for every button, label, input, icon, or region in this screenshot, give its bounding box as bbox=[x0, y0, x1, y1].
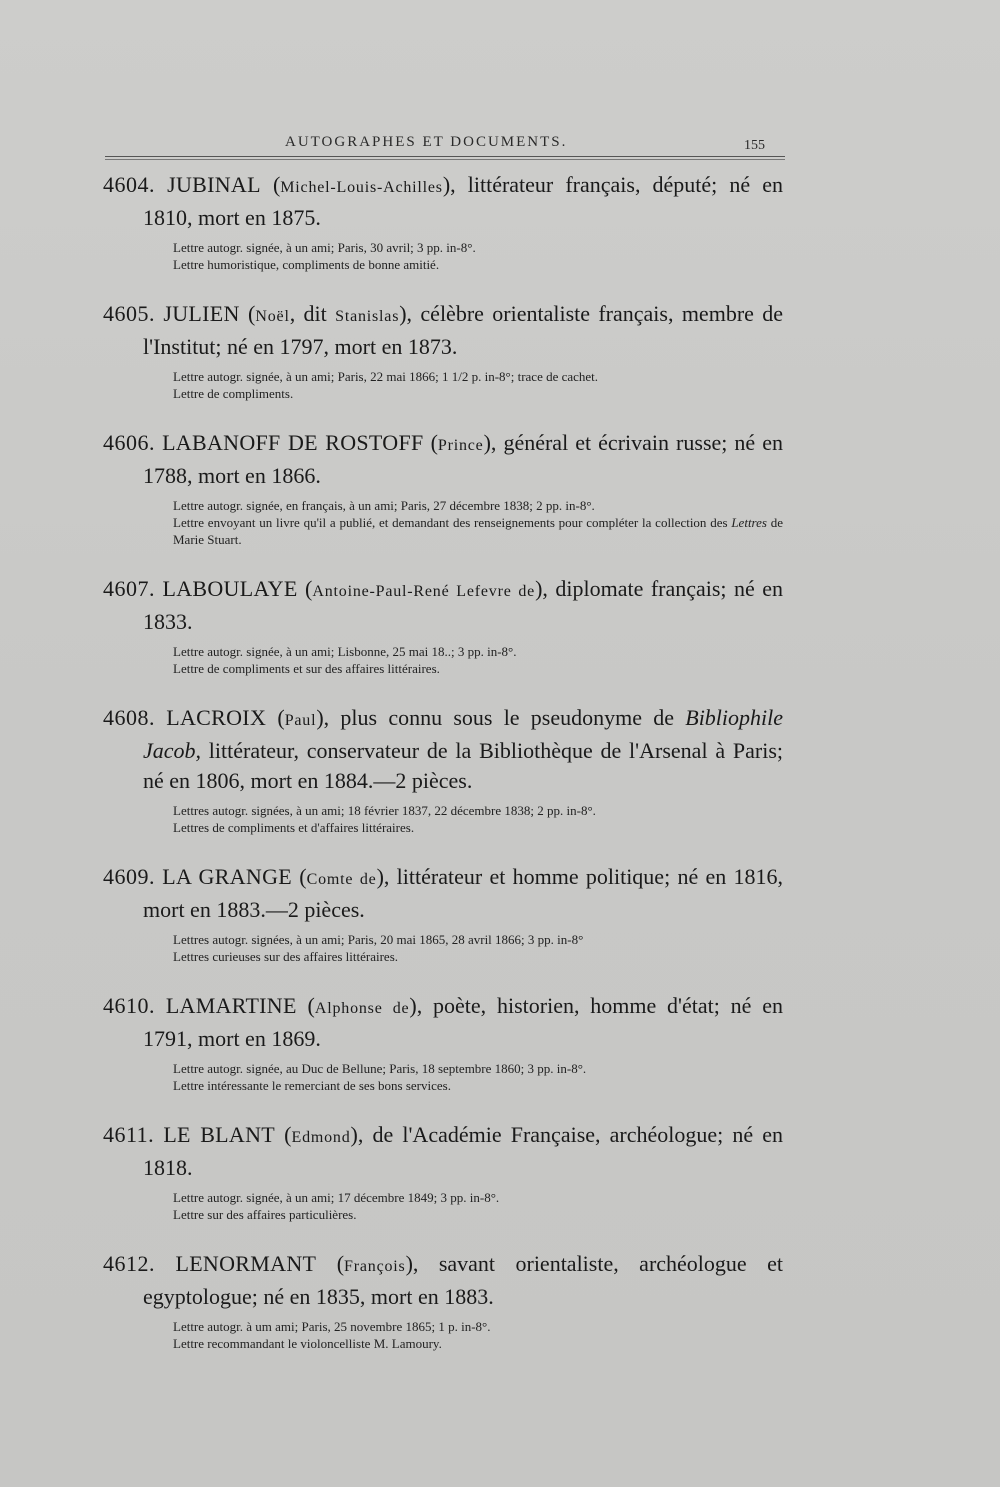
entry-note: Lettre autogr. signée, à un ami; Paris, 30 avril; 3 pp. in-8°. bbox=[173, 240, 476, 255]
page-number: 155 bbox=[744, 138, 765, 153]
entry-number: 4609. bbox=[103, 864, 155, 889]
header-rule bbox=[105, 156, 785, 157]
running-title: AUTOGRAPHES ET DOCUMENTS. bbox=[285, 134, 568, 150]
entry-number: 4611. bbox=[103, 1122, 155, 1147]
entry-note: Lettre autogr. signée, à un ami; Lisbonne, 25 mai 18..; 3 pp. in-8°. bbox=[173, 644, 517, 659]
catalogue-entry-4607 bbox=[103, 574, 783, 677]
entry-given-names: Alphonse de bbox=[314, 1000, 410, 1017]
entry-name: LE BLANT bbox=[163, 1122, 276, 1147]
entry-notes bbox=[103, 1318, 783, 1352]
entry-note: Lettres de compliments et d'affaires littéraires. bbox=[173, 820, 415, 835]
entry-given-names: Prince bbox=[437, 437, 484, 454]
entry-given-names: Edmond bbox=[291, 1129, 351, 1146]
entry-name: LA GRANGE bbox=[162, 864, 293, 889]
entry-number: 4608. bbox=[103, 705, 155, 730]
entry-description: ), littérateur français, député; né en 1810, mort en 1875. bbox=[143, 172, 784, 230]
entry-name: LABANOFF DE ROSTOFF bbox=[162, 430, 424, 455]
entry-description: ), général et écrivain russe; né en 1788, mort en 1866. bbox=[143, 430, 784, 488]
catalogue-entry-4611 bbox=[103, 1120, 783, 1223]
header-rule-thin bbox=[105, 159, 785, 160]
entry-note: Lettres autogr. signées, à un ami; Paris, 20 mai 1865, 28 avril 1866; 3 pp. in-8° bbox=[173, 932, 584, 947]
entry-given-names: Comte de bbox=[306, 871, 377, 888]
entry-number: 4610. bbox=[103, 993, 155, 1018]
running-header bbox=[105, 134, 785, 164]
entry-notes bbox=[103, 1189, 783, 1223]
entry-description: ), savant orientaliste, archéologue et egyptologue; né en 1835, mort en 1883. bbox=[143, 1251, 784, 1309]
entry-note-title: Lettres bbox=[731, 515, 767, 530]
entry-given-names: Antoine-Paul-René Lefevre de bbox=[312, 583, 536, 600]
entry-name: LACROIX bbox=[166, 705, 267, 730]
entry-given-names: Michel-Louis-Achilles bbox=[280, 179, 443, 196]
entry-note: Lettres curieuses sur des affaires littéraires. bbox=[173, 949, 398, 964]
entry-name: LABOULAYE bbox=[162, 576, 298, 601]
entry-given-names: Paul bbox=[284, 712, 317, 729]
entry-note: Lettre autogr. signée, au Duc de Bellune; Paris, 18 septembre 1860; 3 pp. in-8°. bbox=[173, 1061, 587, 1076]
entry-note: Lettre de compliments et sur des affaires littéraires. bbox=[173, 661, 440, 676]
catalogue-entry-4604 bbox=[103, 170, 783, 273]
entry-name: LENORMANT bbox=[175, 1251, 317, 1276]
entry-heading: 4608. LACROIX (Paul), plus connu sous le pseudonyme de Bibliophile Jacob, littérateur, conservateur de la Bibliothèque de l'Arsenal à Paris; né en 1806, mort en 1884.—2 pièces. bbox=[103, 705, 784, 793]
entry-name: JUBINAL bbox=[167, 172, 261, 197]
catalogue-entry-4609 bbox=[103, 862, 783, 965]
entry-description: littérateur, conservateur de la Bibliothèque de l'Arsenal à Paris; né en 1806, mort en 1884.—2 pièces. bbox=[143, 738, 783, 793]
entry-pseudonym: Bibliophile Jacob, bbox=[143, 705, 784, 763]
entry-description: ), célèbre orientaliste français, membre de l'Institut; né en 1797, mort en 1873. bbox=[143, 301, 784, 359]
entry-heading: 4611. LE BLANT (Edmond), de l'Académie Française, archéologue; né en 1818. bbox=[103, 1122, 784, 1180]
entry-heading: 4610. LAMARTINE (Alphonse de), poète, historien, homme d'état; né en 1791, mort en 1869. bbox=[103, 993, 784, 1051]
entry-notes bbox=[103, 931, 783, 965]
entry-notes bbox=[103, 497, 783, 548]
catalogue-entry-4605 bbox=[103, 299, 783, 402]
catalogue-entry-4608 bbox=[103, 703, 783, 836]
entry-note: Lettre autogr. signée, en français, à un ami; Paris, 27 décembre 1838; 2 pp. in-8°. bbox=[173, 498, 595, 513]
entry-notes bbox=[103, 239, 783, 273]
entry-notes bbox=[103, 1060, 783, 1094]
entry-note: Lettre envoyant un livre qu'il a publié, et demandant des renseignements pour compléter la collection des Lettres de Marie Stuart. bbox=[173, 515, 784, 547]
entry-note: Lettre humoristique, compliments de bonne amitié. bbox=[173, 257, 440, 272]
entry-description: ), poète, historien, homme d'état; né en 1791, mort en 1869. bbox=[143, 993, 784, 1051]
entry-note: Lettre intéressante le remerciant de ses bons services. bbox=[173, 1078, 451, 1093]
entry-note: Lettre autogr. signée, à un ami; 17 décembre 1849; 3 pp. in-8°. bbox=[173, 1190, 500, 1205]
entry-given-names: Noël bbox=[255, 308, 290, 325]
catalogue-entry-4610 bbox=[103, 991, 783, 1094]
entry-notes bbox=[103, 643, 783, 677]
entry-heading: 4609. LA GRANGE (Comte de), littérateur et homme politique; né en 1816, mort en 1883.—2 pièces. bbox=[103, 864, 784, 922]
entry-given-names: François bbox=[344, 1258, 406, 1275]
entry-note: Lettre de compliments. bbox=[173, 386, 294, 401]
entry-description: ), diplomate français; né en 1833. bbox=[143, 576, 784, 634]
entry-note: Lettre autogr. à um ami; Paris, 25 novembre 1865; 1 p. in-8°. bbox=[173, 1319, 491, 1334]
catalogue-entries bbox=[103, 170, 783, 1378]
catalogue-entry-4612 bbox=[103, 1249, 783, 1352]
entry-name: LAMARTINE bbox=[165, 993, 297, 1018]
entry-heading: 4607. LABOULAYE (Antoine-Paul-René Lefevre de), diplomate français; né en 1833. bbox=[103, 576, 784, 634]
entry-number: 4607. bbox=[103, 576, 155, 601]
entry-note: Lettres autogr. signées, à un ami; 18 février 1837, 22 décembre 1838; 2 pp. in-8°. bbox=[173, 803, 596, 818]
entry-heading: 4612. LENORMANT (François), savant orientaliste, archéologue et egyptologue; né en 1835, mort en 1883. bbox=[103, 1251, 784, 1309]
entry-given-names: Stanislas bbox=[335, 308, 400, 325]
entry-number: 4604. bbox=[103, 172, 155, 197]
entry-description: ), littérateur et homme politique; né en 1816, mort en 1883.—2 pièces. bbox=[143, 864, 784, 922]
entry-heading: 4606. LABANOFF DE ROSTOFF (Prince), général et écrivain russe; né en 1788, mort en 1866. bbox=[103, 430, 784, 488]
entry-number: 4605. bbox=[103, 301, 155, 326]
entry-notes bbox=[103, 802, 783, 836]
entry-notes bbox=[103, 368, 783, 402]
entry-heading: 4604. JUBINAL (Michel-Louis-Achilles), littérateur français, député; né en 1810, mort en 1875. bbox=[103, 172, 784, 230]
entry-description: ), de l'Académie Française, archéologue; né en 1818. bbox=[143, 1122, 784, 1180]
entry-heading: 4605. JULIEN (Noël, dit Stanislas), célèbre orientaliste français, membre de l'Institut; né en 1797, mort en 1873. bbox=[103, 301, 784, 359]
entry-number: 4612. bbox=[103, 1251, 155, 1276]
entry-name: JULIEN bbox=[163, 301, 240, 326]
catalogue-entry-4606 bbox=[103, 428, 783, 548]
entry-note: Lettre sur des affaires particulières. bbox=[173, 1207, 357, 1222]
entry-number: 4606. bbox=[103, 430, 155, 455]
entry-note: Lettre autogr. signée, à un ami; Paris, 22 mai 1866; 1 1/2 p. in-8°; trace de cachet. bbox=[173, 369, 599, 384]
entry-note: Lettre recommandant le violoncelliste M. Lamoury. bbox=[173, 1336, 442, 1351]
